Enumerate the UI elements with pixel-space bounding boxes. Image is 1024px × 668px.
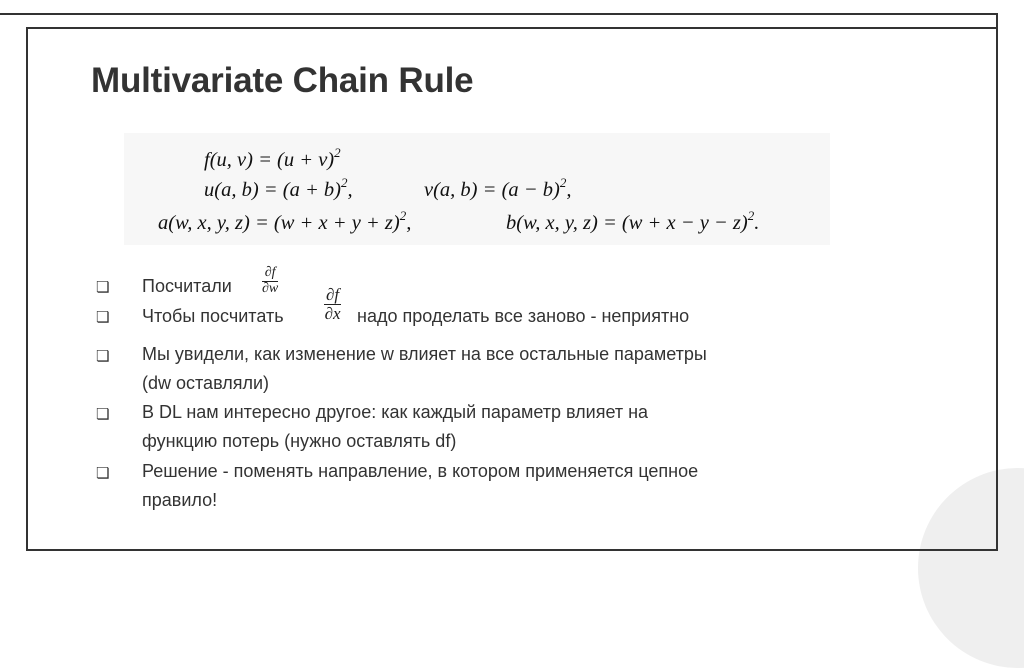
bullet-3-line-1: Мы увидели, как изменение w влияет на все остальные параметры [142, 344, 707, 364]
svg-text:a(w, x, y, z) = (w + x + y + z [158, 208, 411, 234]
decorative-frame-offset [0, 13, 998, 27]
formula-line2-v-exp: 2 [559, 175, 567, 190]
formula-line3-a-exp: 2 [399, 208, 407, 223]
fraction-df-dx-num: ∂f [326, 285, 340, 304]
svg-text:b(w, x, y, z) = (w + x − y − z [506, 208, 759, 234]
formula-line3-a-tail: , [406, 212, 412, 234]
bullet-4-line-1: В DL нам интересно другое: как каждый параметр влияет на [142, 402, 649, 422]
bullet-3-line-2: (dw оставляли) [142, 373, 270, 393]
svg-text:u(a, b) = (a + b)2, [204, 175, 353, 201]
bullet-marker-3: ❏ [96, 347, 110, 365]
bullet-marker-1: ❏ [96, 278, 110, 296]
formula-svg [124, 133, 830, 245]
formula-block [124, 133, 830, 245]
bullet-4-line-2: функцию потерь (нужно оставлять df) [142, 431, 457, 451]
fraction-df-dw-num: ∂f [262, 266, 278, 282]
fraction-df-dx [324, 286, 341, 323]
formula-line2-v-tail: , [566, 179, 572, 201]
bullet-marker-4: ❏ [96, 405, 110, 423]
formula-line1: f(u, v) = (u + v) [204, 149, 335, 171]
formula-line2-u: u(a, b) = (a + b) [204, 179, 341, 201]
bullet-5-line-1: Решение - поменять направление, в котором применяется цепное [142, 461, 699, 481]
bullet-2-text: Чтобы посчитать [142, 306, 284, 326]
formula-line3-b: b(w, x, y, z) = (w + x − y − z) [506, 212, 748, 234]
formula-line3-a: a(w, x, y, z) = (w + x + y + z) [158, 212, 400, 234]
formula-line3-b-tail: . [754, 212, 760, 234]
fraction-df-dw [262, 266, 278, 296]
formula-line3-b-exp: 2 [747, 208, 755, 223]
formula-line2-u-exp: 2 [340, 175, 348, 190]
formula-line2-v: v(a, b) = (a − b) [424, 179, 560, 201]
svg-text:v(a, b) = (a − b)2, [424, 175, 571, 201]
slide-title: Multivariate Chain Rule [91, 61, 474, 100]
fraction-df-dx-den: ∂x [324, 303, 341, 323]
svg-text:f(u, v) = (u + v)2 [204, 145, 341, 171]
bullet-marker-5: ❏ [96, 464, 110, 482]
bullet-2-tail: надо проделать все заново - неприятно [357, 306, 690, 326]
fraction-df-dw-den: ∂w [262, 280, 279, 296]
bullet-marker-2: ❏ [96, 308, 110, 326]
formula-line1-exp: 2 [334, 145, 341, 160]
bullet-1-text: Посчитали [142, 276, 232, 296]
formula-line2-u-tail: , [347, 179, 353, 201]
bullet-5-line-2: правило! [142, 490, 218, 510]
